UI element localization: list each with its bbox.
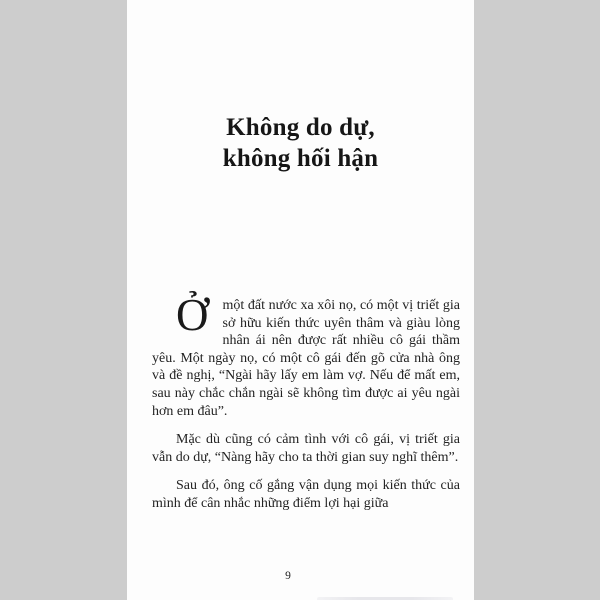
paragraph-1-text: một đất nước xa xôi nọ, có một vị triết gia sở hữu kiến thức uyên thâm và giàu lòng nhân ái nên được rất nhiều cô gái thầm yêu. Một ngày nọ, có một cô gái đến gõ cửa nhà ông và đề nghị, “Ngài hãy lấy em làm vợ. Nếu để mất em, sau này chắc chắn ngài sẽ không tìm được ai yêu ngài hơn em đâu”. (152, 298, 460, 419)
book-page (127, 0, 474, 600)
page-number: 9 (285, 570, 291, 582)
chapter-title (127, 112, 474, 174)
paragraph-2: Mặc dù cũng có cảm tình với cô gái, vị triết gia vẫn do dự, “Nàng hãy cho ta thời gian suy nghĩ thêm”. (152, 432, 460, 465)
paragraph-3: Sau đó, ông cố gắng vận dụng mọi kiến thức của mình để cân nhắc những điểm lợi hại giữa (152, 478, 460, 511)
drop-cap: Ở (176, 290, 209, 340)
chapter-title-line-2: không hối hận (222, 145, 379, 172)
body-text (152, 290, 460, 513)
chapter-title-line-1: Không do dự, (226, 114, 375, 141)
paragraph-1 (152, 290, 460, 420)
